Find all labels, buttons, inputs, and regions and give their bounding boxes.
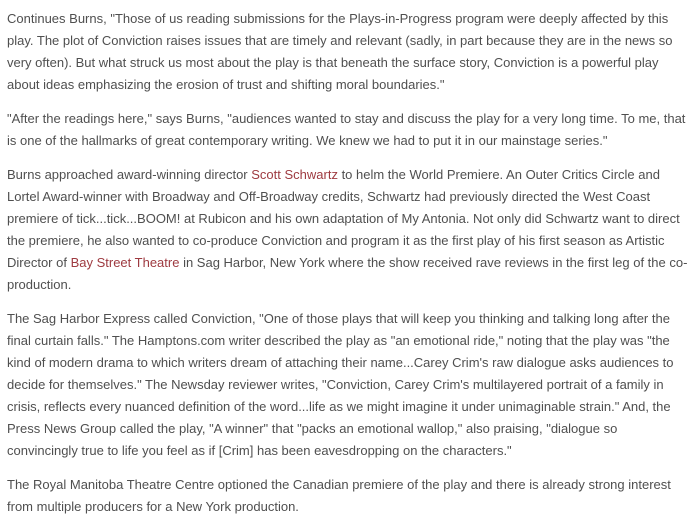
paragraph-text: to helm the World Premiere. An Outer Critics Circle and Lortel Award-winner with Broadway and Off-Broadway credits, Schwartz had previously directed the West Coast premiere of tick...tick...BOOM! at Rubicon and his own adaptation of My Antonia. Not only did Schwartz want to direct the premiere, he also wanted to co-produce Conviction and program it as the first play of his first season as Artistic Director of	[7, 167, 680, 270]
paragraph-text: Burns approached award-winning director	[7, 167, 252, 182]
paragraph	[7, 308, 691, 462]
paragraph	[7, 164, 691, 296]
paragraph	[7, 474, 691, 518]
paragraph-text: Continues Burns, "Those of us reading submissions for the Plays-in-Progress program were deeply affected by this play. The plot of Conviction raises issues that are timely and relevant (sadly, in part because they are in the news so very often). But what struck us most about the play is that beneath the surface story, Conviction is a powerful play about ideas emphasizing the erosion of trust and shifting moral boundaries."	[7, 11, 673, 92]
link-scott-schwartz[interactable]: Scott Schwartz	[251, 167, 338, 182]
paragraph-text: in Sag Harbor, New York where the show received rave reviews in the first leg of the co-production.	[7, 255, 688, 292]
paragraph-text: The Royal Manitoba Theatre Centre optioned the Canadian premiere of the play and there is already strong interest from multiple producers for a New York production.	[7, 477, 671, 514]
paragraph	[7, 8, 691, 96]
paragraph	[7, 108, 691, 152]
paragraph-text: The Sag Harbor Express called Conviction, "One of those plays that will keep you thinking and talking long after the final curtain falls." The Hamptons.com writer described the play as "an emotional ride," noting that the play was "the kind of modern drama to which writers dream of attaching their name...Carey Crim's raw dialogue asks audiences to decide for themselves." The Newsday reviewer writes, "Conviction, Carey Crim's multilayered portrait of a family in crisis, reflects every nuanced definition of the word...life as we might imagine it under unimaginable strain." And, the Press News Group called the play, "A winner" that "packs an emotional wallop," also praising, "dialogue so convincingly true to life you feel as if [Crim] has been eavesdropping on the characters."	[7, 311, 674, 458]
link-bay-street-theatre[interactable]: Bay Street Theatre	[70, 255, 180, 270]
paragraph-text: "After the readings here," says Burns, "audiences wanted to stay and discuss the play for a very long time. To me, that is one of the hallmarks of great contemporary writing. We knew we had to put it in our mainstage series."	[7, 111, 686, 148]
